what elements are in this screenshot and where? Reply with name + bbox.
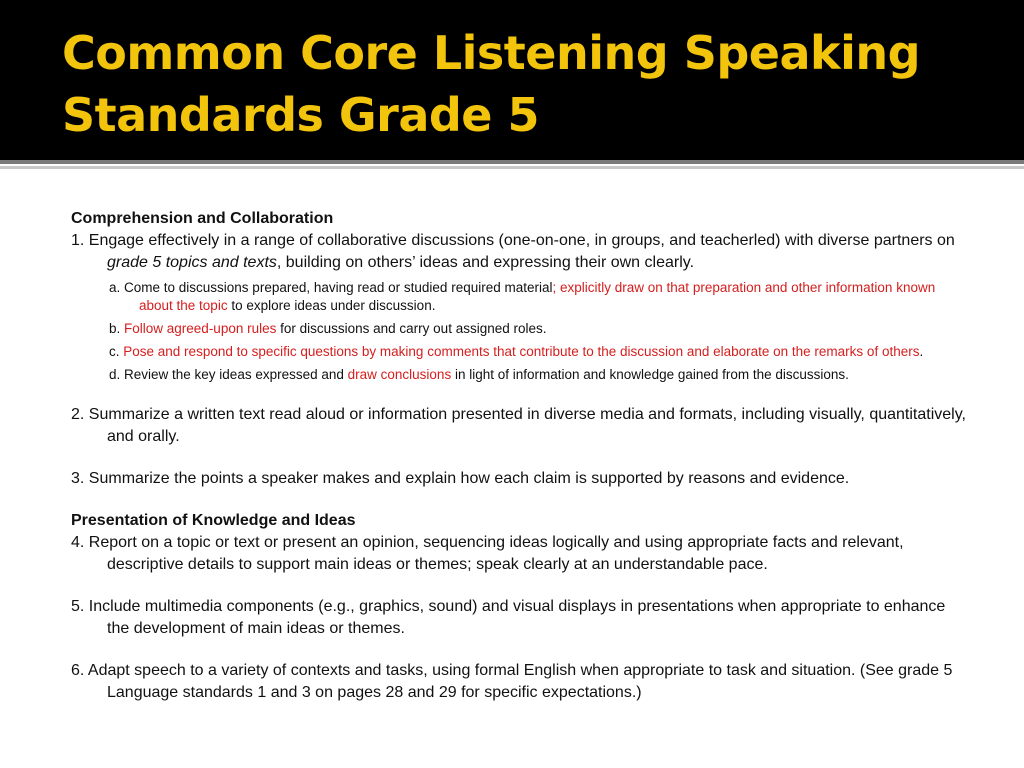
standard-1c-lead: c. (109, 344, 124, 359)
section-heading-comprehension: Comprehension and Collaboration (71, 210, 334, 227)
standard-1-tail: , building on others’ ideas and expressing their own clearly. (276, 254, 695, 271)
standard-1-emphasis: grade 5 topics and texts (107, 254, 277, 271)
standard-1 (71, 230, 971, 274)
spacer (71, 490, 971, 510)
spacer (71, 384, 971, 404)
standard-1b (109, 320, 971, 338)
standard-1b-highlight: Follow agreed-upon rules (124, 321, 277, 336)
standard-1-lead: 1. Engage effectively in a range of collaborative discussions (one-on-one, in groups, and teacherled) with diverse partners on (71, 232, 955, 249)
standard-1a (109, 279, 971, 315)
standard-5: 5. Include multimedia components (e.g., graphics, sound) and visual displays in presentations when appropriate to enhance the development of main ideas or themes. (71, 598, 946, 637)
standard-4: 4. Report on a topic or text or present an opinion, sequencing ideas logically and using appropriate facts and relevant, descriptive details to support main ideas or themes; speak clearly at an understandable pace. (71, 534, 904, 573)
spacer (71, 448, 971, 468)
slide-title: Common Core Listening Speaking Standards Grade 5 (62, 26, 921, 142)
standard-1a-tail: to explore ideas under discussion. (227, 298, 436, 313)
title-divider-light (0, 166, 1024, 169)
standard-3: 3. Summarize the points a speaker makes and explain how each claim is supported by reasons and evidence. (71, 470, 850, 487)
standard-1a-lead: a. Come to discussions prepared, having read or studied required material (109, 280, 553, 295)
standard-1d-lead: d. Review the key ideas expressed and (109, 367, 348, 382)
standard-1c-tail: . (919, 344, 924, 359)
spacer (71, 576, 971, 596)
standard-1d (109, 366, 971, 384)
title-divider (0, 160, 1024, 164)
standard-1a-highlight: ; explicitly draw on that preparation and other information known about the topic (139, 280, 936, 313)
standard-1d-highlight: draw conclusions (347, 367, 452, 382)
slide-body (71, 208, 971, 704)
standard-1c (109, 343, 971, 361)
standard-1b-lead: b. (109, 321, 125, 336)
section-heading-presentation: Presentation of Knowledge and Ideas (71, 512, 356, 529)
standard-6: 6. Adapt speech to a variety of contexts and tasks, using formal English when appropriate to task and situation. (See grade 5 Language standards 1 and 3 on pages 28 and 29 for specific expectations.) (71, 662, 953, 701)
standard-1d-tail: in light of information and knowledge gained from the discussions. (451, 367, 849, 382)
spacer (71, 640, 971, 660)
standard-2: 2. Summarize a written text read aloud or information presented in diverse media and formats, including visually, quantitatively, and orally. (71, 406, 966, 445)
standard-1b-tail: for discussions and carry out assigned roles. (276, 321, 547, 336)
standard-1c-highlight: Pose and respond to specific questions by making comments that contribute to the discussion and elaborate on the remarks of others (123, 344, 920, 359)
